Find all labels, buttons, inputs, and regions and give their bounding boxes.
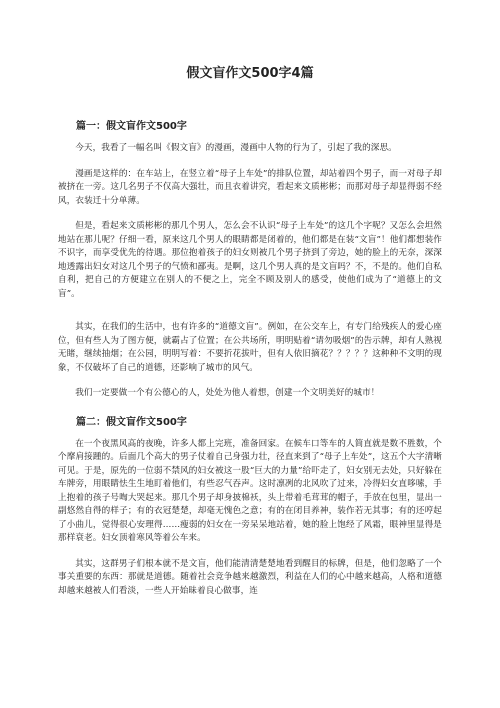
paragraph: 今天，我看了一幅名叫《假文盲》的漫画，漫画中人物的行为了，引起了我的深思。 <box>75 143 397 153</box>
section-1 <box>58 117 442 401</box>
section-heading: 篇二：假文盲作文500字 <box>76 416 187 428</box>
paragraph: 我们一定要做一个有公德心的人，处处为他人着想，创建一个文明美好的城市！ <box>75 388 380 398</box>
paragraph-gap <box>58 313 442 321</box>
paragraph: 在一个夜黑风高的夜晚，许多人都上完班，准备回家。在候车口等车的人简直就是数不胜数，个个摩肩接踵的。后面几个高大的男子仗着自己身强力壮，径直来到了“母子上车处”，这五个大字清晰可见。于是，原先的一位弱不禁风的妇女被这一股“巨大的力量”给吓走了，妇女别无去处，只好躲在车牌旁，用眼睛怯生生地盯着他们，有些忍气吞声。这时凛冽的北风吹了过来，冷得妇女直哆嗦，手上抱着的孩子号啕大哭起来。那几个男子却身披棉袄，头上带着毛茸茸的帽子，手放在包里，显出一副悠然自得的样子；有的衣冠楚楚，却毫无愧色之意；有的在闭目养神，装作若无其事；有的还哼起了小曲儿，觉得很心安理得……瘦弱的妇女在一旁呆呆地站着，她的脸上饱经了风霜，眼神里显得是那样衰老。妇女顶着寒风等着公车来。 <box>58 438 442 543</box>
paragraph: 但是，看起来文质彬彬的那几个男人，怎么会不认识“母子上车处”的这几个字呢？又怎么会坦然地站在那儿呢？仔细一看，原来这几个男人的眼睛都是闭着的，他们都是在装“文盲”！他们都想装作不识字，而享受优先的待遇。那位抱着孩子的妇女则被几个男子挤到了旁边，她的脸上的无奈，深深地透露出妇女对这几个男子的气愤和鄙夷。是啊，这几个男人真的是文盲吗？不，不是的。他们自私自利，把自己的方便建立在别人的不便之上，完全不顾及别人的感受，使他们成为了“道德上的文盲”。 <box>58 221 442 299</box>
paragraph: 其实，在我们的生活中，也有许多的“道德文盲”。例如，在公交车上，有专门给残疾人的爱心座位，但有些人为了图方便，就霸占了位置；在公共场所，明明贴着“请勿吸烟”的告示牌，却有人熟视无睹，继续抽烟；在公园，明明写着：不要折花拔叶，但有人依旧摘花？？？？？这种种不文明的现象，不仅破坏了自己的道德，还影响了城市的风气。 <box>58 322 442 373</box>
paragraph: 漫画是这样的：在车站上，在竖立着“母子上车处”的排队位置，却站着四个男子，而一对母子却被挤在一旁。这几名男子不仅高大强壮，而且衣着讲究，看起来文质彬彬；而那对母子却显得弱不经风，衣装迁十分单薄。 <box>58 168 442 206</box>
section-2 <box>58 413 442 599</box>
paragraph: 其实，这群男子们根本就不是文盲，他们能清清楚楚地看到醒目的标牌，但是，他们忽略了一个事关重要的东西：那就是道德。随着社会竞争越来越激烈，利益在人们的心中越来越高，人格和道德却越来越被人们看淡，一些人开始昧着良心做事，连 <box>58 558 442 596</box>
document-title: 假文盲作文500字4篇 <box>186 66 314 81</box>
section-heading: 篇一：假文盲作文500字 <box>76 121 187 132</box>
